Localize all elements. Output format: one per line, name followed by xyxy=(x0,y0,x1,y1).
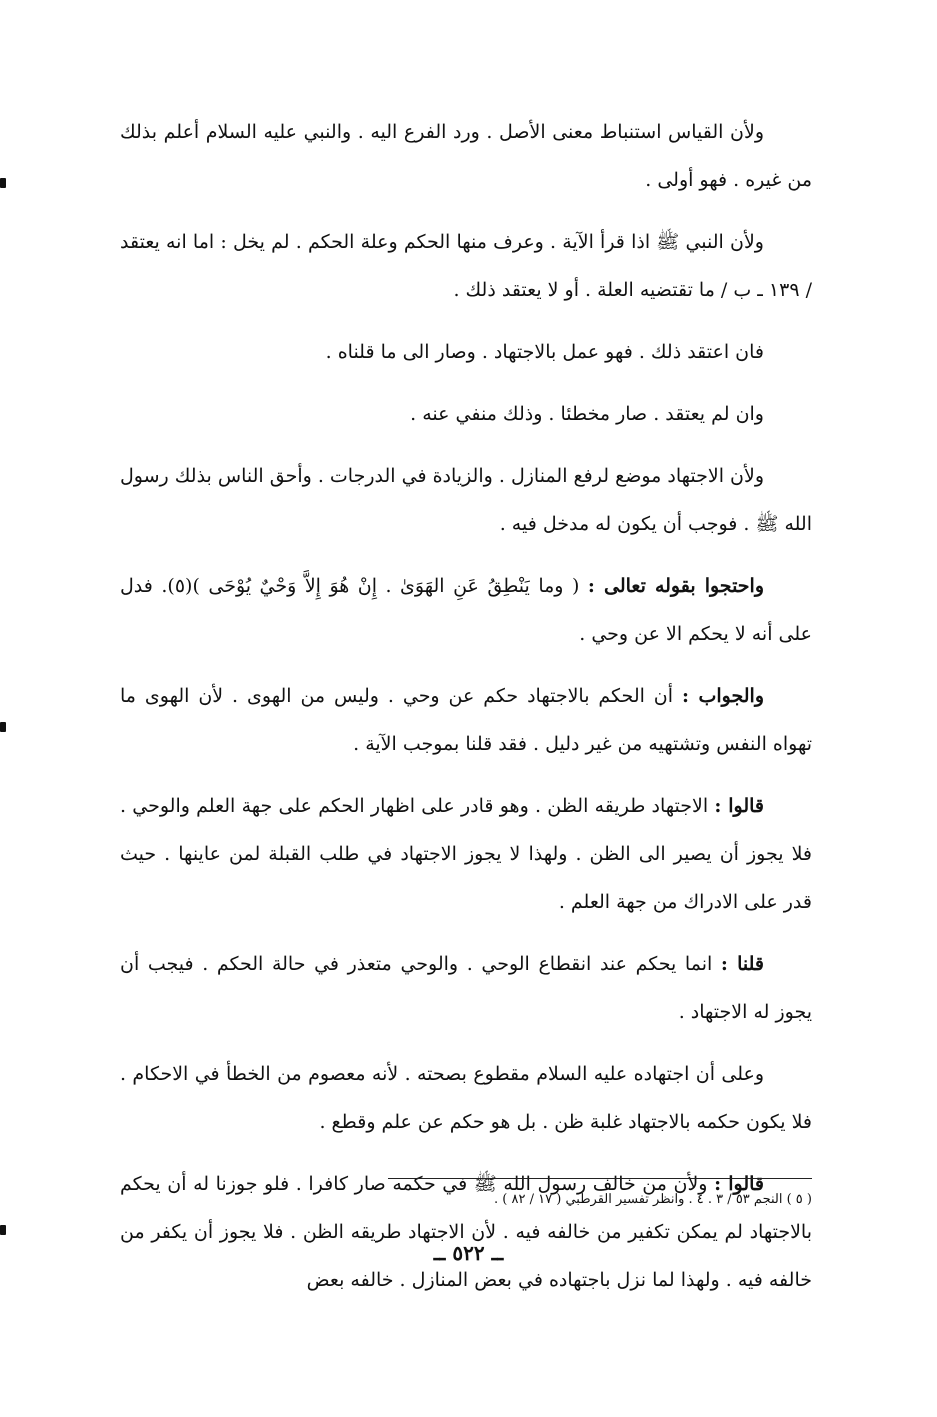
paragraph xyxy=(120,1050,812,1146)
paragraph-text: فان اعتقد ذلك . فهو عمل بالاجتهاد . وصار الى ما قلناه . xyxy=(325,341,764,363)
paragraph-lead: واحتجوا بقوله تعالى : xyxy=(587,575,765,597)
paragraph xyxy=(120,940,812,1036)
paragraph-text: أن الحكم بالاجتهاد حكم عن وحي . وليس من الهوى . لأن الهوى ما تهواه النفس وتشتهيه من غير دليل . فقد قلنا بموجب الآية . xyxy=(120,685,812,755)
page-number: ــ ٥٢٢ ــ xyxy=(433,1241,504,1265)
paragraph-lead: قلنا : xyxy=(720,953,764,975)
paragraph-text: ولأن الاجتهاد موضع لرفع المنازل . والزيادة في الدرجات . وأحق الناس بذلك رسول الله ﷺ . فوجب أن يكون له مدخل فيه . xyxy=(120,465,812,535)
paragraph xyxy=(120,1160,812,1304)
margin-mark xyxy=(0,178,6,188)
paragraph xyxy=(120,452,812,548)
paragraph-text: ولأن القياس استنباط معنى الأصل . ورد الفرع اليه . والنبي عليه السلام أعلم بذلك من غيره . فهو أولى . xyxy=(120,121,812,191)
paragraph-lead: والجواب : xyxy=(681,685,764,707)
paragraph-lead: قالوا : xyxy=(714,1173,764,1195)
footnote: ( ٥ ) النجم ٥٣ / ٣ . ٤ . وانظر تفسير القرطبي ( ١٧ / ٨٢ ) . xyxy=(494,1192,812,1207)
paragraph xyxy=(120,782,812,926)
paragraph xyxy=(120,390,812,438)
paragraph xyxy=(120,218,812,314)
margin-mark xyxy=(0,1225,6,1235)
paragraph-text: انما يحكم عند انقطاع الوحي . والوحي متعذر في حالة الحكم . فيجب أن يجوز له الاجتهاد . xyxy=(120,953,812,1023)
paragraph-text: وعلى أن اجتهاده عليه السلام مقطوع بصحته . لأنه معصوم من الخطأ في الاحكام . فلا يكون حكمه بالاجتهاد غلبة ظن . بل هو حكم عن علم وقطع . xyxy=(120,1063,812,1133)
paragraph-lead: قالوا : xyxy=(714,795,764,817)
paragraph-text: الاجتهاد طريقه الظن . وهو قادر على اظهار الحكم على جهة العلم والوحي . فلا يجوز أن يصير الى الظن . ولهذا لا يجوز الاجتهاد في طلب القبلة لمن عاينها . حيث قدر على الادراك من جهة العلم . xyxy=(120,795,812,913)
paragraph-text: ولأن من خالف رسول الله ﷺ في حكمه صار كافرا . فلو جوزنا له أن يحكم بالاجتهاد لم يمكن تكفير من خالفه فيه . لأن الاجتهاد طريقه الظن . فلا يجوز أن يكفر من خالفه فيه . ولهذا لما نزل باجتهاده في بعض المنازل . خالفه بعض xyxy=(120,1173,812,1291)
paragraph-text: ولأن النبي ﷺ اذا قرأ الآية . وعرف منها الحكم وعلة الحكم . لم يخل : اما انه يعتقد / ١٣٩ ـ ب / ما تقتضيه العلة . أو لا يعتقد ذلك . xyxy=(120,231,812,301)
footnote-divider xyxy=(388,1178,812,1179)
paragraph xyxy=(120,562,812,658)
main-text xyxy=(120,108,812,1318)
paragraph-text: ( وما يَنْطِقُ عَنِ الهَوَىٰ . إِنْ هُوَ إِلاَّ وَحْيٌ يُوْحَى )(٥). فدل على أنه لا يحكم الا عن وحي . xyxy=(120,575,812,645)
paragraph xyxy=(120,108,812,204)
paragraph xyxy=(120,672,812,768)
paragraph xyxy=(120,328,812,376)
paragraph-text: وان لم يعتقد . صار مخطئا . وذلك منفي عنه . xyxy=(410,403,764,425)
margin-mark xyxy=(0,722,6,732)
